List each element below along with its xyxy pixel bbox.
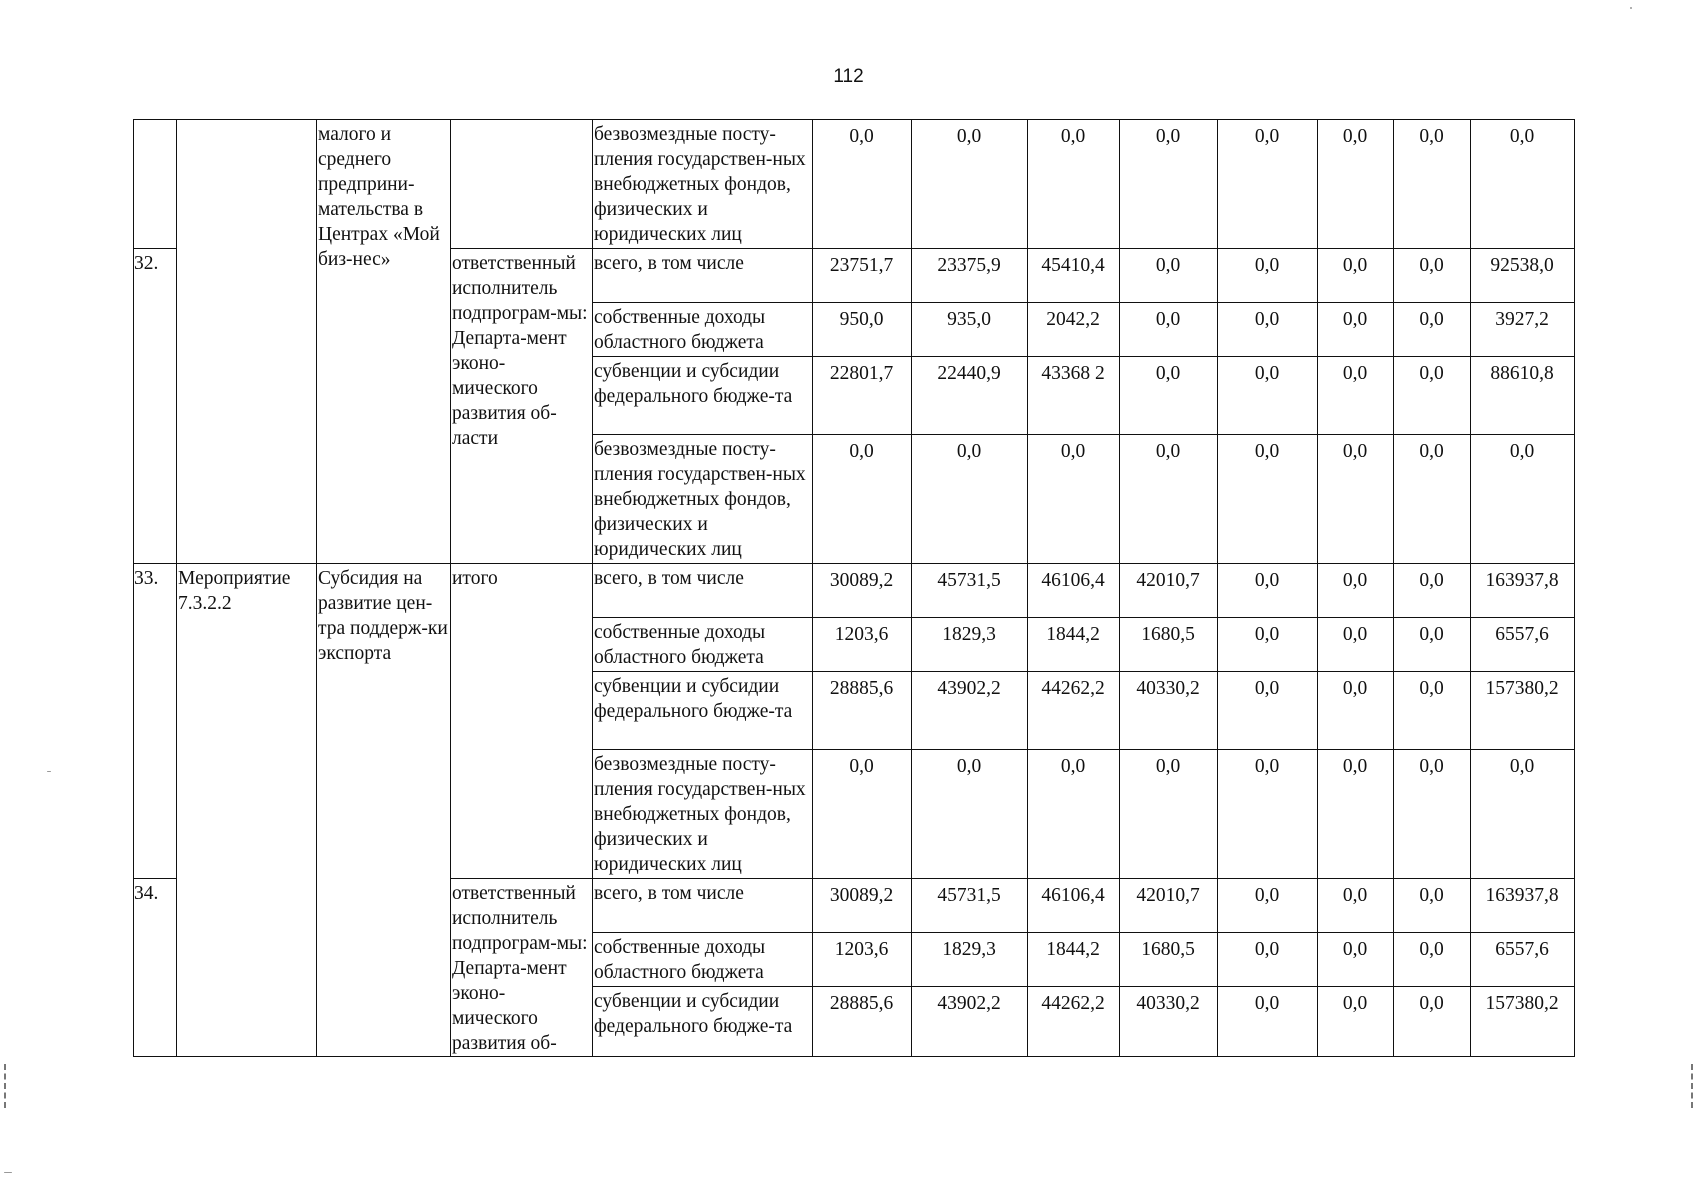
year-value-cell: 0,0 <box>1318 564 1394 618</box>
executor-cell: ответственный исполнитель подпрограм-мы: Департа-мент эконо-мического развития об-ласти <box>451 249 593 564</box>
year-value-cell: 43368 2 <box>1028 357 1120 435</box>
year-value-cell: 0,0 <box>1218 933 1318 987</box>
table-row <box>134 564 1575 618</box>
row-index-cell: 33. <box>134 564 177 879</box>
year-value-cell: 45731,5 <box>912 564 1028 618</box>
executor-cell: итого <box>451 564 593 879</box>
year-value-cell: 0,0 <box>1318 435 1394 564</box>
total-value-cell: 6557,6 <box>1471 618 1575 672</box>
year-value-cell: 0,0 <box>1120 303 1218 357</box>
year-value-cell: 0,0 <box>1394 879 1471 933</box>
total-value-cell: 0,0 <box>1471 435 1575 564</box>
total-value-cell: 0,0 <box>1471 120 1575 249</box>
year-value-cell: 0,0 <box>912 750 1028 879</box>
year-value-cell: 0,0 <box>1028 435 1120 564</box>
year-value-cell: 0,0 <box>813 750 912 879</box>
year-value-cell: 44262,2 <box>1028 672 1120 750</box>
year-value-cell: 42010,7 <box>1120 564 1218 618</box>
total-value-cell: 157380,2 <box>1471 987 1575 1057</box>
year-value-cell: 0,0 <box>1218 987 1318 1057</box>
scan-speck <box>4 1172 12 1173</box>
total-value-cell: 157380,2 <box>1471 672 1575 750</box>
executor-cell: ответственный исполнитель подпрограм-мы: Департа-мент эконо-мического развития об- <box>451 879 593 1057</box>
year-value-cell: 1844,2 <box>1028 618 1120 672</box>
year-value-cell: 0,0 <box>1120 750 1218 879</box>
year-value-cell: 0,0 <box>1394 933 1471 987</box>
year-value-cell: 0,0 <box>1318 618 1394 672</box>
year-value-cell: 0,0 <box>1394 120 1471 249</box>
year-value-cell: 28885,6 <box>813 672 912 750</box>
year-value-cell: 0,0 <box>813 120 912 249</box>
year-value-cell: 0,0 <box>1218 120 1318 249</box>
year-value-cell: 0,0 <box>1394 303 1471 357</box>
budget-table <box>133 119 1575 1057</box>
year-value-cell: 46106,4 <box>1028 564 1120 618</box>
year-value-cell: 0,0 <box>1394 357 1471 435</box>
funding-source-cell: безвозмездные посту-пления государствен-ных внебюджетных фондов, физических и юридических лиц <box>593 120 813 249</box>
year-value-cell: 950,0 <box>813 303 912 357</box>
funding-source-cell: субвенции и субсидии федерального бюдже-та <box>593 357 813 435</box>
year-value-cell: 0,0 <box>1218 879 1318 933</box>
year-value-cell: 22801,7 <box>813 357 912 435</box>
total-value-cell: 0,0 <box>1471 750 1575 879</box>
year-value-cell: 23375,9 <box>912 249 1028 303</box>
year-value-cell: 1680,5 <box>1120 618 1218 672</box>
year-value-cell: 0,0 <box>1120 120 1218 249</box>
year-value-cell: 0,0 <box>1028 750 1120 879</box>
year-value-cell: 45731,5 <box>912 879 1028 933</box>
funding-source-cell: собственные доходы областного бюджета <box>593 618 813 672</box>
scan-speck <box>1630 7 1632 9</box>
year-value-cell: 22440,9 <box>912 357 1028 435</box>
year-value-cell: 28885,6 <box>813 987 912 1057</box>
year-value-cell: 46106,4 <box>1028 879 1120 933</box>
year-value-cell: 0,0 <box>1120 249 1218 303</box>
year-value-cell: 0,0 <box>1218 249 1318 303</box>
year-value-cell: 0,0 <box>1218 750 1318 879</box>
year-value-cell: 0,0 <box>1318 933 1394 987</box>
item-name-cell: Субсидия на развитие цен-тра поддерж-ки экспорта <box>317 564 451 1057</box>
year-value-cell: 43902,2 <box>912 672 1028 750</box>
year-value-cell: 23751,7 <box>813 249 912 303</box>
funding-source-cell: субвенции и субсидии федерального бюдже-та <box>593 987 813 1057</box>
row-index-cell <box>134 120 177 249</box>
year-value-cell: 0,0 <box>1394 564 1471 618</box>
funding-source-cell: всего, в том числе <box>593 564 813 618</box>
year-value-cell: 0,0 <box>1318 750 1394 879</box>
row-index-cell: 32. <box>134 249 177 564</box>
executor-cell <box>451 120 593 249</box>
year-value-cell: 0,0 <box>1218 435 1318 564</box>
funding-source-cell: собственные доходы областного бюджета <box>593 303 813 357</box>
year-value-cell: 935,0 <box>912 303 1028 357</box>
year-value-cell: 0,0 <box>1218 303 1318 357</box>
scan-edge-mark-left <box>4 1064 8 1108</box>
activity-cell <box>177 120 317 564</box>
year-value-cell: 0,0 <box>1394 249 1471 303</box>
year-value-cell: 0,0 <box>1394 435 1471 564</box>
year-value-cell: 45410,4 <box>1028 249 1120 303</box>
year-value-cell: 2042,2 <box>1028 303 1120 357</box>
year-value-cell: 0,0 <box>1218 564 1318 618</box>
table-row <box>134 120 1575 249</box>
year-value-cell: 0,0 <box>1318 357 1394 435</box>
year-value-cell: 0,0 <box>1394 987 1471 1057</box>
year-value-cell: 43902,2 <box>912 987 1028 1057</box>
year-value-cell: 0,0 <box>1028 120 1120 249</box>
year-value-cell: 0,0 <box>813 435 912 564</box>
year-value-cell: 44262,2 <box>1028 987 1120 1057</box>
funding-source-cell: всего, в том числе <box>593 879 813 933</box>
year-value-cell: 1829,3 <box>912 933 1028 987</box>
total-value-cell: 6557,6 <box>1471 933 1575 987</box>
year-value-cell: 0,0 <box>1218 618 1318 672</box>
year-value-cell: 0,0 <box>1120 435 1218 564</box>
year-value-cell: 30089,2 <box>813 879 912 933</box>
year-value-cell: 0,0 <box>1318 879 1394 933</box>
year-value-cell: 0,0 <box>1120 357 1218 435</box>
year-value-cell: 1680,5 <box>1120 933 1218 987</box>
year-value-cell: 0,0 <box>912 435 1028 564</box>
year-value-cell: 0,0 <box>1394 750 1471 879</box>
funding-source-cell: собственные доходы областного бюджета <box>593 933 813 987</box>
year-value-cell: 0,0 <box>1318 120 1394 249</box>
year-value-cell: 1203,6 <box>813 618 912 672</box>
year-value-cell: 1203,6 <box>813 933 912 987</box>
total-value-cell: 88610,8 <box>1471 357 1575 435</box>
funding-source-cell: субвенции и субсидии федерального бюдже-та <box>593 672 813 750</box>
year-value-cell: 0,0 <box>1394 672 1471 750</box>
year-value-cell: 0,0 <box>1318 249 1394 303</box>
scan-speck <box>47 771 51 772</box>
scan-edge-mark-right <box>1691 1064 1695 1108</box>
year-value-cell: 0,0 <box>1218 357 1318 435</box>
year-value-cell: 0,0 <box>1318 303 1394 357</box>
total-value-cell: 92538,0 <box>1471 249 1575 303</box>
funding-source-cell: безвозмездные посту-пления государствен-ных внебюджетных фондов, физических и юридических лиц <box>593 435 813 564</box>
year-value-cell: 0,0 <box>1394 618 1471 672</box>
year-value-cell: 0,0 <box>1218 672 1318 750</box>
year-value-cell: 42010,7 <box>1120 879 1218 933</box>
item-name-cell: малого и среднего предприни-мательства в Центрах «Мой биз-нес» <box>317 120 451 564</box>
year-value-cell: 30089,2 <box>813 564 912 618</box>
year-value-cell: 1829,3 <box>912 618 1028 672</box>
page-number: 112 <box>833 66 864 87</box>
total-value-cell: 163937,8 <box>1471 564 1575 618</box>
year-value-cell: 1844,2 <box>1028 933 1120 987</box>
total-value-cell: 163937,8 <box>1471 879 1575 933</box>
row-index-cell: 34. <box>134 879 177 1057</box>
total-value-cell: 3927,2 <box>1471 303 1575 357</box>
activity-cell: Мероприятие 7.3.2.2 <box>177 564 317 1057</box>
year-value-cell: 40330,2 <box>1120 672 1218 750</box>
year-value-cell: 0,0 <box>1318 672 1394 750</box>
year-value-cell: 0,0 <box>1318 987 1394 1057</box>
funding-source-cell: всего, в том числе <box>593 249 813 303</box>
year-value-cell: 40330,2 <box>1120 987 1218 1057</box>
year-value-cell: 0,0 <box>912 120 1028 249</box>
funding-source-cell: безвозмездные посту-пления государствен-ных внебюджетных фондов, физических и юридических лиц <box>593 750 813 879</box>
